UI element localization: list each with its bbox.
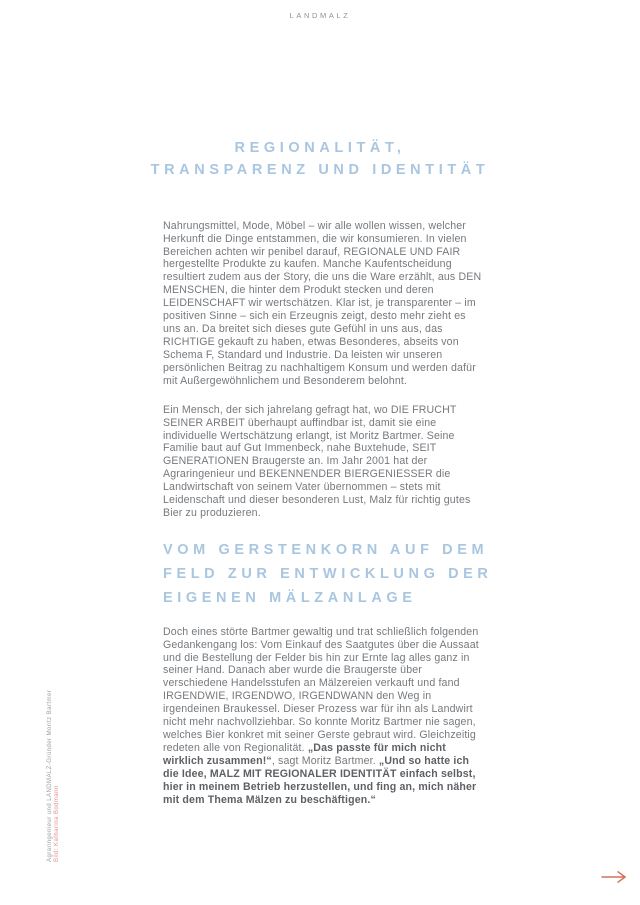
section-heading: VOM GERSTENKORN AUF DEM FELD ZUR ENTWICKLUNG DER EIGENEN MÄLZANLAGE: [163, 542, 493, 607]
intro-paragraph: Nahrungsmittel, Mode, Möbel – wir alle wollen wissen, welcher Herkunft die Dinge entstammen, die wir konsumieren. In vielen Bereichen achten wir penibel darauf, REGIONALE UND FAIR hergestellte Produkte zu kaufen. Manche Kaufentscheidung resultiert zudem aus der Story, die uns die Ware erzählt, aus DEN MENSCHEN, die hinter dem Produkt stecken und deren LEIDENSCHAFT wir wertschätzen. Klar ist, je transparenter – im positiven Sinne – sich ein Erzeugnis zeigt, desto mehr zieht es uns an. Da breitet sich dieses gute Gefühl in uns aus, das RICHTIGE gekauft zu haben, etwas Besonderes, abseits von Schema F, Standard und Industrie. Da leisten wir unseren persönlichen Beitrag zu nachhaltigem Konsum und werden dafür mit Außergewöhnlichem und Besonderem belohnt.: [163, 219, 482, 388]
brand-wordmark: LANDMALZ: [289, 11, 351, 20]
story-paragraph: Doch eines störte Bartmer gewaltig und trat schließlich folgenden Gedankengang los: Vom Einkauf des Saatgutes über die Aussaat und die Bestellung der Felder bis hin zur Ernte lag alles ganz in seiner Hand. Danach aber wurde die Braugerste über verschiedene Handelsstufen an Mälzereien verkauft und fand IRGENDWIE, IRGENDWO, IRGENDWANN den Weg in irgendeinen Braukessel. Dieser Prozess war für ihn als Landwirt nicht mehr nachvollziehbar. So konnte Moritz Bartmer nie sagen, welches Bier konkret mit seiner Gerste gebraut wird. Gleichzeitig redeten alle von Regionalität. „Das passte für mich nicht wirklich zusammen!“, sagt Moritz Bartmer. „Und so hatte ich die Idee, MALZ MIT REGIONALER IDENTITÄT einfach selbst, hier in meinem Betrieb herzustellen, und fing an, mich näher mit dem Thema Mälzen zu beschäftigen.“: [163, 625, 479, 806]
photo-caption: [47, 690, 60, 862]
profile-paragraph: Ein Mensch, der sich jahrelang gefragt hat, wo DIE FRUCHT SEINER ARBEIT überhaupt auffindbar ist, damit sie eine individuelle Wertschätzung erlangt, ist Moritz Bartmer. Seine Familie baut auf Gut Immenbeck, nahe Buxtehude, SEIT GENERATIONEN Braugerste an. Im Jahr 2001 hat der Agraringenieur und BEKENNENDER BIERGENIESSER die Landwirtschaft von seinem Vater übernommen – stets mit Leidenschaft und dieser besonderen Lust, Malz für richtig gutes Bier zu produzieren.: [163, 403, 471, 520]
photo-credit: Bild: Katharina Bodmann: [54, 785, 60, 862]
next-page-arrow-icon[interactable]: [601, 870, 629, 884]
main-heading: REGIONALITÄT, TRANSPARENZ UND IDENTITÄT: [150, 139, 490, 178]
caption-text: Agraringenieur und LANDMALZ-Gründer Moritz Bartmer: [47, 689, 53, 862]
